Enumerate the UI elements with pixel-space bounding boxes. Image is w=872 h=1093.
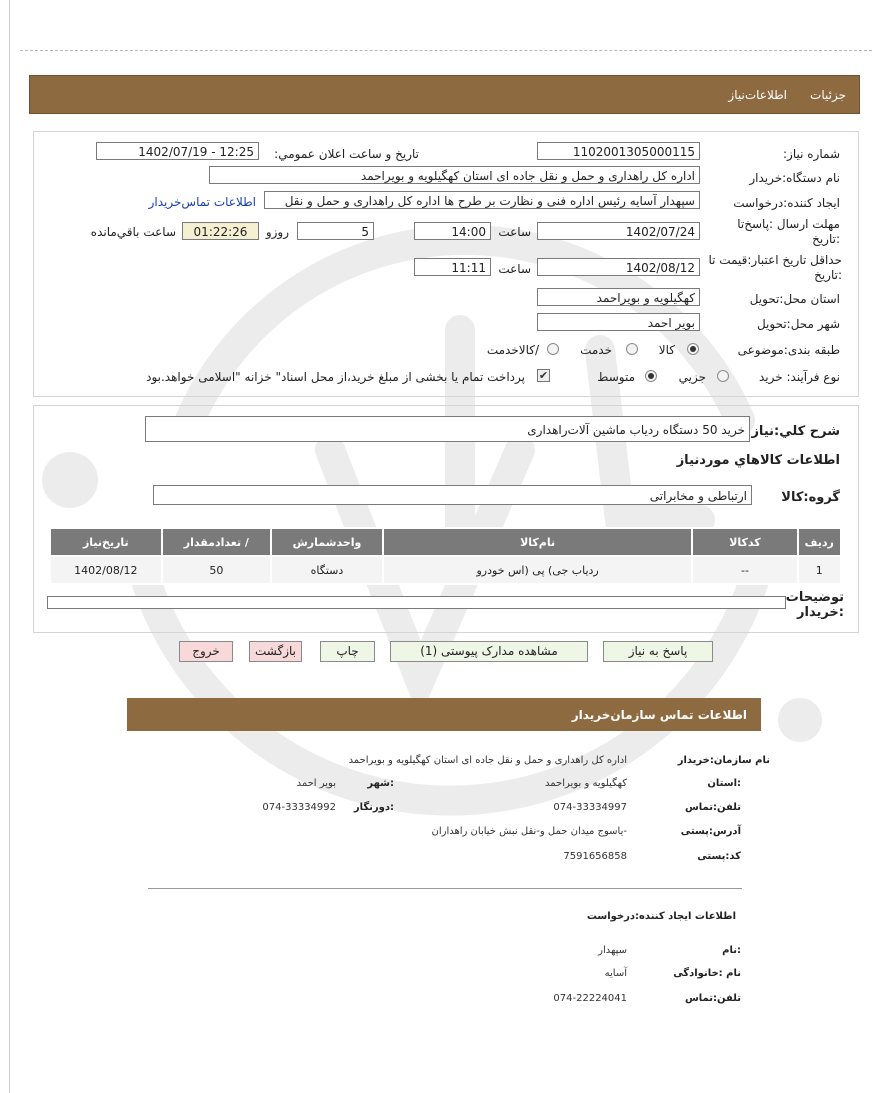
col-unit: واحدشمارش bbox=[271, 528, 383, 556]
category-goods-service-radio[interactable] bbox=[547, 343, 559, 355]
days-label: روزو bbox=[265, 225, 289, 239]
col-need-date: تاريخ‌نياز bbox=[50, 528, 162, 556]
deadline-date-field: 1402/07/24 bbox=[537, 222, 700, 240]
col-name: نام‌کالا bbox=[383, 528, 692, 556]
contact-province-value: کهگیلویه و بویراحمد bbox=[545, 778, 627, 789]
creator-field: سپهدار آسایه رئیس اداره فنی و نظارت بر طرح ها اداره کل راهداری و حمل و نقل bbox=[264, 191, 700, 209]
contact-phone-label: تلفن:تماس bbox=[684, 802, 741, 813]
process-partial-radio[interactable] bbox=[717, 370, 729, 382]
buyer-notes-field bbox=[47, 596, 786, 609]
creator-phone-value: 074-22224041 bbox=[553, 993, 627, 1004]
process-medium-radio[interactable] bbox=[645, 370, 657, 382]
col-code: کدکالا bbox=[692, 528, 797, 556]
province-label: استان محل:تحويل bbox=[749, 292, 840, 306]
buyer-org-label: نام دستگاه:خريدار bbox=[749, 171, 840, 185]
need-number-label: شماره نیاز: bbox=[783, 147, 840, 161]
treasury-payment-note: پرداخت تمام یا بخشی از مبلغ خرید،از محل اسناد" خزانه "اسلامی خواهد.بود bbox=[146, 370, 525, 384]
summary-field: خرید 50 دستگاه ردیاب ماشین آلات‌راهداری bbox=[145, 416, 750, 442]
org-name-value: اداره کل راهداری و حمل و نقل جاده ای استان کهگیلویه و بویراحمد bbox=[348, 755, 627, 766]
city-label: شهر محل:تحويل bbox=[756, 317, 840, 331]
col-quantity: / تعدادمقدار bbox=[162, 528, 271, 556]
summary-label: شرح کلي:نياز bbox=[751, 424, 840, 439]
goods-group-field: ارتباطی و مخابراتی bbox=[153, 485, 752, 505]
reply-button[interactable]: پاسخ به نیاز bbox=[603, 641, 713, 662]
remaining-timer: 01:22:26 bbox=[182, 222, 259, 240]
remaining-label: ساعت باقي‌مانده bbox=[90, 225, 176, 239]
creator-family-label: نام :خانوادگی bbox=[673, 968, 741, 979]
table-header-row bbox=[50, 528, 841, 556]
category-goods-service-label: /کالاخدمت bbox=[486, 343, 539, 357]
category-service-label: خدمت bbox=[580, 343, 612, 357]
goods-group-label: گروه:کالا bbox=[781, 490, 840, 505]
contact-postal-value: 7591656858 bbox=[563, 851, 627, 862]
validity-time-label: ساعت bbox=[498, 262, 531, 276]
exit-button[interactable]: خروج bbox=[179, 641, 233, 662]
creator-phone-label: تلفن:تماس bbox=[684, 993, 741, 1004]
contact-fax-value: 074-33334992 bbox=[262, 802, 336, 813]
tab-details[interactable]: جزئيات bbox=[810, 88, 846, 102]
days-field: 5 bbox=[297, 222, 374, 240]
category-service-radio[interactable] bbox=[626, 343, 638, 355]
need-number-field: 1102001305000115 bbox=[537, 142, 700, 160]
goods-info-title: اطلاعات کالاهاي موردنياز bbox=[676, 453, 840, 468]
page-header bbox=[29, 75, 860, 114]
cell-unit: دستگاه bbox=[271, 556, 383, 584]
contact-city-label: :شهر bbox=[367, 778, 394, 789]
process-partial-label: جزيي bbox=[678, 370, 706, 384]
category-goods-radio[interactable] bbox=[687, 343, 699, 355]
tab-need-info[interactable]: اطلاعات‌نیاز bbox=[728, 88, 787, 102]
creator-name-label: :نام bbox=[722, 945, 741, 956]
org-name-label: نام سازمان:خريدار bbox=[677, 755, 770, 766]
city-field: بویر احمد bbox=[537, 313, 700, 331]
category-goods-label: کالا bbox=[658, 343, 675, 357]
contact-postal-label: کد:پستی bbox=[697, 851, 741, 862]
creator-label: ايجاد کننده:درخواست bbox=[733, 196, 840, 210]
process-label: نوع فرآيند: خريد bbox=[759, 370, 840, 384]
buyer-contact-link[interactable]: اطلاعات تماس‌خريدار bbox=[148, 195, 256, 209]
creator-name-value: سپهدار bbox=[598, 945, 627, 956]
cell-row: 1 bbox=[798, 556, 841, 584]
cell-quantity: 50 bbox=[162, 556, 271, 584]
validity-label: حداقل تاريخ اعتبار:قيمت تا :تاريخ bbox=[708, 253, 842, 282]
buyer-contact-header bbox=[127, 698, 761, 731]
buyer-notes-label: توضيحات :خريدار bbox=[785, 590, 844, 620]
goods-table bbox=[49, 527, 842, 585]
col-row: رديف bbox=[798, 528, 841, 556]
category-label: طبقه بندی:موضوعی bbox=[737, 343, 840, 357]
province-field: کهگیلویه و بویراحمد bbox=[537, 288, 700, 306]
treasury-payment-checkbox[interactable]: ✔ bbox=[538, 369, 549, 382]
announce-label: تاریخ و ساعت اعلان عمومي: bbox=[274, 147, 419, 161]
contact-province-label: :استان bbox=[707, 778, 741, 789]
contact-divider bbox=[148, 888, 742, 889]
validity-time-field: 11:11 bbox=[414, 258, 491, 276]
deadline-label: مهلت ارسال :پاسخ‌تا :تاريخ bbox=[737, 217, 840, 246]
validity-date-field: 1402/08/12 bbox=[537, 258, 700, 276]
announce-field: 1402/07/19 - 12:25 bbox=[96, 142, 259, 160]
process-medium-label: متوسط bbox=[597, 370, 635, 384]
buyer-contact-title: اطلاعات تماس سازمان‌خريدار bbox=[571, 708, 747, 722]
cell-need-date: 1402/08/12 bbox=[50, 556, 162, 584]
buyer-org-field: اداره کل راهداری و حمل و نقل جاده ای استان کهگیلویه و بویراحمد bbox=[209, 166, 700, 184]
creator-info-title: اطلاعات ايجاد کننده:درخواست bbox=[586, 911, 736, 922]
contact-phone-value: 074-33334997 bbox=[553, 802, 627, 813]
deadline-time-label: ساعت bbox=[498, 225, 531, 239]
contact-fax-label: :دورنگار bbox=[353, 802, 394, 813]
contact-address-label: آدرس:پستی bbox=[680, 826, 741, 837]
contact-city-value: بویر احمد bbox=[296, 778, 336, 789]
contact-address-value: -یاسوج میدان حمل و-نقل نبش خیابان راهداران bbox=[431, 826, 627, 837]
print-button[interactable]: چاپ bbox=[320, 641, 375, 662]
cell-code: -- bbox=[692, 556, 797, 584]
cell-name: ردیاب جی) پی (اس خودرو bbox=[383, 556, 692, 584]
attachments-button[interactable]: مشاهده مدارک پیوستی (1) bbox=[390, 641, 588, 662]
table-row bbox=[50, 556, 841, 584]
creator-family-value: آسایه bbox=[604, 968, 627, 979]
deadline-time-field: 14:00 bbox=[414, 222, 491, 240]
back-button[interactable]: بازگشت bbox=[249, 641, 302, 662]
